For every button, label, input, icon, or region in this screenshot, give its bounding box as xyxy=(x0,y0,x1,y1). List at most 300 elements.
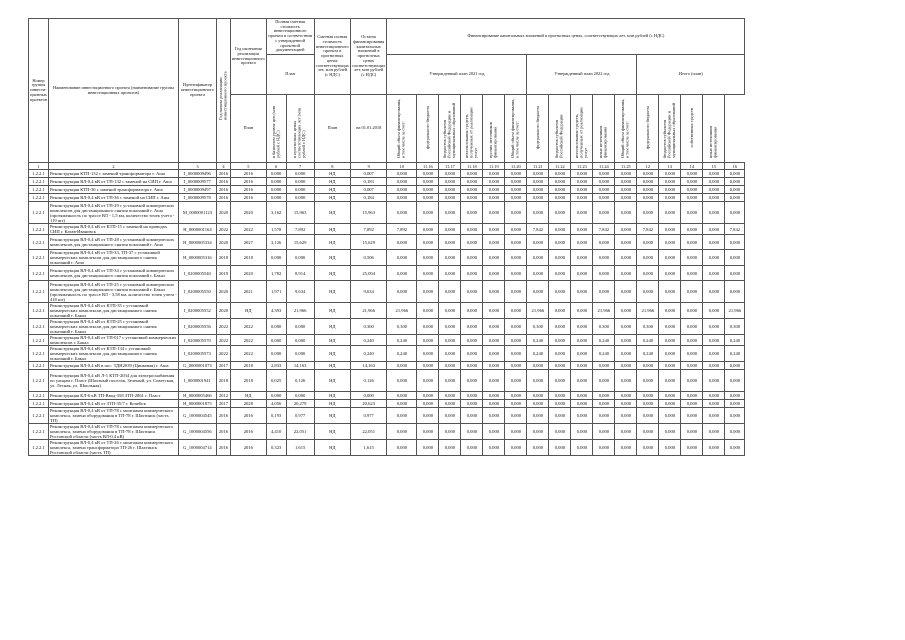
hdr-remaining-financing: Остаток финансирования капитальных вложений в прогнозных ценах соответствующих лет, млн рублей (с НДС) xyxy=(351,19,387,95)
cell-name: Реконструкция ВЛ-0,4 кВ от ТП-78 с монтажом коммерческого комплекса, замена оборудования в ТП-78 г. Шахтинск Ростовской области (часть ВЛ-0,4 кВ) xyxy=(48,424,178,440)
hdr-sub-other-c: иных источников финансирования xyxy=(703,95,725,163)
cell-c8: НД xyxy=(314,235,350,250)
cell-financing-value: 0,000 xyxy=(549,370,571,392)
cell-financing-value: 0,000 xyxy=(483,440,505,456)
cell-financing-value: 21,966 xyxy=(725,303,745,319)
cell-c7: 0,977 xyxy=(286,408,314,424)
hdr-financing-title: Финансирование капитальных вложений в прогнозных ценах, соответствующих лет, млн рублей (с НДС) xyxy=(387,19,745,55)
cell-financing-value: 0,000 xyxy=(571,235,593,250)
cell-c9: 0,240 xyxy=(351,346,387,362)
table-row xyxy=(29,335,745,346)
cell-financing-value: 0,000 xyxy=(703,266,725,281)
cell-financing-value: 0,000 xyxy=(703,224,725,235)
cell-financing-value: 0,000 xyxy=(505,202,527,224)
cell-financing-value: 0,000 xyxy=(681,400,703,408)
cell-financing-value: 0,000 xyxy=(571,424,593,440)
cell-financing-value: 0,000 xyxy=(681,170,703,178)
cell-financing-value: 0,000 xyxy=(461,408,483,424)
cell-financing-value: 0,000 xyxy=(615,440,637,456)
cell-financing-value: 0,000 xyxy=(461,186,483,194)
cell-financing-value: 0,000 xyxy=(505,303,527,319)
cell-financing-value: 0,300 xyxy=(725,319,745,335)
cell-financing-value: 0,000 xyxy=(527,281,549,303)
cell-name: Реконструкция ВЛ-0,4 кВ от ТП-34 с установкой коммерческих комплексов для дистанционного снятия показаний г. Бакал xyxy=(48,266,178,281)
table-row xyxy=(29,250,745,266)
hdr-end-year: Год окончания реализации инвестиционного проекта xyxy=(230,19,266,95)
cell-financing-value: 0,000 xyxy=(549,303,571,319)
cell-financing-value: 0,000 xyxy=(549,224,571,235)
cell-financing-value: 0,000 xyxy=(549,346,571,362)
cell-c7: 0,000 xyxy=(286,250,314,266)
cell-c6: 4,410 xyxy=(266,424,286,440)
cell-c7: 0,000 xyxy=(286,186,314,194)
cell-financing-value: 7,842 xyxy=(637,224,659,235)
column-number: 14 xyxy=(681,163,703,170)
column-numbers xyxy=(29,163,745,170)
cell-financing-value: 0,000 xyxy=(593,400,615,408)
cell-financing-value: 0,000 xyxy=(725,362,745,370)
cell-y1: 2017 xyxy=(216,400,230,408)
cell-financing-value: 0,000 xyxy=(725,266,745,281)
cell-c7: 9,634 xyxy=(286,281,314,303)
cell-financing-value: 0,000 xyxy=(637,202,659,224)
cell-c8: НД xyxy=(314,440,350,456)
cell-c10: 0,240 xyxy=(387,335,417,346)
cell-c7: 14,163 xyxy=(286,362,314,370)
cell-financing-value: 0,000 xyxy=(439,186,461,194)
cell-num: 1.2.2.1 xyxy=(29,170,49,178)
hdr-sub-other-b: иных источников финансирования xyxy=(593,95,615,163)
cell-financing-value: 0,000 xyxy=(725,194,745,202)
hdr-project-id: Идентификатор инвестиционного проекта xyxy=(178,19,216,163)
cell-financing-value: 0,000 xyxy=(483,400,505,408)
cell-financing-value: 0,000 xyxy=(681,224,703,235)
cell-financing-value: 0,000 xyxy=(439,250,461,266)
cell-c6: 0,000 xyxy=(266,178,286,186)
hdr-plan-2022: Утвержденный план 2022 год xyxy=(527,55,637,95)
cell-c9: 0,007 xyxy=(351,186,387,194)
cell-financing-value: 0,000 xyxy=(725,392,745,400)
cell-financing-value: 0,000 xyxy=(725,400,745,408)
column-number: 13 xyxy=(659,163,681,170)
cell-financing-value: 0,000 xyxy=(549,400,571,408)
cell-financing-value: 0,000 xyxy=(461,235,483,250)
cell-c6: 0,000 xyxy=(266,186,286,194)
cell-financing-value: 0,000 xyxy=(461,303,483,319)
cell-y2: НД xyxy=(230,303,266,319)
cell-financing-value: 0,000 xyxy=(703,235,725,250)
cell-financing-value: 0,000 xyxy=(659,440,681,456)
table-row xyxy=(29,303,745,319)
cell-c10: 0,000 xyxy=(387,186,417,194)
cell-c9: 22,051 xyxy=(351,424,387,440)
cell-financing-value: 0,000 xyxy=(703,370,725,392)
cell-financing-value: 0,000 xyxy=(417,370,439,392)
cell-financing-value: 0,000 xyxy=(527,392,549,400)
cell-c8: НД xyxy=(314,400,350,408)
cell-financing-value: 0,000 xyxy=(681,408,703,424)
cell-financing-value: 0,000 xyxy=(505,178,527,186)
cell-c8: НД xyxy=(314,281,350,303)
cell-y2: 2016 xyxy=(230,440,266,456)
cell-financing-value: 0,000 xyxy=(461,178,483,186)
cell-financing-value: 0,000 xyxy=(439,392,461,400)
cell-num: 1.2.2.1 xyxy=(29,400,49,408)
cell-c10: 0,000 xyxy=(387,370,417,392)
cell-financing-value: 0,000 xyxy=(659,362,681,370)
cell-financing-value: 21,966 xyxy=(527,303,549,319)
table-row xyxy=(29,370,745,392)
cell-financing-value: 0,000 xyxy=(681,202,703,224)
cell-financing-value: 0,240 xyxy=(725,346,745,362)
cell-financing-value: 0,000 xyxy=(681,346,703,362)
cell-y1: 2018 xyxy=(216,370,230,392)
cell-c7: 0,126 xyxy=(286,370,314,392)
column-number: 11.19 xyxy=(483,163,505,170)
hdr-base-prices: в базисном уровне цен (млн рублей с НДС) xyxy=(266,95,286,163)
cell-financing-value: 0,000 xyxy=(703,440,725,456)
cell-y2: 2016 xyxy=(230,408,266,424)
cell-financing-value: 0,000 xyxy=(703,408,725,424)
cell-y2: 2021 xyxy=(230,281,266,303)
cell-financing-value: 0,000 xyxy=(461,319,483,335)
cell-c10: 0,000 xyxy=(387,400,417,408)
cell-name: Реконструкция КТП-132 с заменой трансформатора г. Аша xyxy=(48,170,178,178)
cell-financing-value: 0,000 xyxy=(593,186,615,194)
cell-c7: 22,051 xyxy=(286,424,314,440)
cell-financing-value: 0,000 xyxy=(725,281,745,303)
cell-financing-value: 0,000 xyxy=(549,250,571,266)
cell-financing-value: 0,000 xyxy=(725,250,745,266)
cell-c7: 0,000 xyxy=(286,170,314,178)
cell-y2: 2018 xyxy=(230,370,266,392)
table-row xyxy=(29,235,745,250)
cell-financing-value: 0,000 xyxy=(417,250,439,266)
hdr-sub-own-c: собственных средств xyxy=(681,95,703,163)
cell-financing-value: 0,000 xyxy=(593,235,615,250)
cell-c10: 0,000 xyxy=(387,202,417,224)
cell-financing-value: 0,000 xyxy=(615,186,637,194)
cell-financing-value: 0,000 xyxy=(725,186,745,194)
cell-financing-value: 0,000 xyxy=(483,250,505,266)
hdr-plan-label: План xyxy=(230,95,266,163)
cell-y2: 2020 xyxy=(230,202,266,224)
cell-financing-value: 0,000 xyxy=(417,440,439,456)
cell-financing-value: 21,966 xyxy=(593,303,615,319)
hdr-plan-sub: План xyxy=(266,55,314,95)
cell-financing-value: 0,000 xyxy=(417,408,439,424)
cell-financing-value: 0,000 xyxy=(439,346,461,362)
cell-c7: 7,892 xyxy=(286,224,314,235)
hdr-forecast-prices: в прогнозных ценах соответствующих лет (млн рублей с НДС) xyxy=(286,95,314,163)
cell-num: 1.2.2.1 xyxy=(29,250,49,266)
cell-financing-value: 0,000 xyxy=(417,202,439,224)
cell-financing-value: 0,240 xyxy=(725,335,745,346)
cell-financing-value: 0,000 xyxy=(417,392,439,400)
cell-financing-value: 0,000 xyxy=(637,186,659,194)
cell-id: Н_0000005316 xyxy=(178,250,216,266)
cell-c8: НД xyxy=(314,266,350,281)
cell-financing-value: 0,000 xyxy=(615,202,637,224)
cell-c8: НД xyxy=(314,250,350,266)
table-body xyxy=(29,170,745,456)
cell-c10: 0,000 xyxy=(387,194,417,202)
cell-financing-value: 0,000 xyxy=(703,335,725,346)
cell-c9: 15,629 xyxy=(351,235,387,250)
cell-financing-value: 0,000 xyxy=(439,194,461,202)
cell-financing-value: 0,000 xyxy=(549,408,571,424)
cell-c10: 0,000 xyxy=(387,281,417,303)
cell-financing-value: 0,000 xyxy=(659,186,681,194)
cell-financing-value: 0,000 xyxy=(703,202,725,224)
cell-name: Реконструкция ВЛ-0,4 кВ от ТП-29 с установкой коммерческих комплексов для дистанционного снятия показаний г. Аша (протяженность по трассе ВЛ - 1,5 км, количество точек учета - 119 шт) xyxy=(48,202,178,224)
cell-financing-value: 0,000 xyxy=(615,303,637,319)
cell-financing-value: 0,000 xyxy=(549,186,571,194)
cell-c10: 0,000 xyxy=(387,235,417,250)
cell-financing-value: 0,000 xyxy=(593,266,615,281)
cell-financing-value: 0,000 xyxy=(439,408,461,424)
cell-c8: НД xyxy=(314,370,350,392)
cell-financing-value: 0,000 xyxy=(637,408,659,424)
cell-y2: 2020 xyxy=(230,266,266,281)
hdr-sub-fed-b: федерального бюджета xyxy=(527,95,549,163)
cell-y1: 2020 xyxy=(216,202,230,224)
cell-financing-value: 0,000 xyxy=(549,170,571,178)
cell-y1: 2020 xyxy=(216,281,230,303)
cell-y1: 2018 xyxy=(216,250,230,266)
cell-num: 1.2.2.1 xyxy=(29,224,49,235)
cell-c6: 0,000 xyxy=(266,335,286,346)
cell-y2: 2016 xyxy=(230,194,266,202)
cell-financing-value: 0,000 xyxy=(703,392,725,400)
cell-id: Н_0000001164 xyxy=(178,224,216,235)
hdr-sub-fed-a: федерального бюджета xyxy=(417,95,439,163)
table-row xyxy=(29,178,745,186)
cell-financing-value: 0,000 xyxy=(461,400,483,408)
cell-financing-value: 0,000 xyxy=(483,281,505,303)
cell-c9: 14,163 xyxy=(351,362,387,370)
cell-name: Реконструкция ВЛ-0,4 кВ от ТП-25 с установкой коммерческих комплексов для дистанционного снятия показаний г. Бакал (протяженность по трассе ВЛ - 3,58 км, количество точек учета - 418 шт) xyxy=(49,281,177,302)
cell-financing-value: 0,000 xyxy=(439,370,461,392)
cell-c7: 0,000 xyxy=(286,178,314,186)
cell-financing-value: 0,000 xyxy=(681,266,703,281)
cell-c8: НД xyxy=(314,303,350,319)
cell-financing-value: 0,000 xyxy=(659,303,681,319)
cell-id: G_1000004545 xyxy=(178,408,216,424)
cell-id: Н_0000005334 xyxy=(178,235,216,250)
cell-financing-value: 0,000 xyxy=(483,170,505,178)
cell-id: Н_0000005466 xyxy=(178,392,216,400)
cell-c9: 0,000 xyxy=(351,392,387,400)
cell-c10: 21,966 xyxy=(387,303,417,319)
cell-financing-value: 0,000 xyxy=(615,235,637,250)
column-number: 11.17 xyxy=(439,163,461,170)
cell-c6: 3,126 xyxy=(266,235,286,250)
cell-financing-value: 0,000 xyxy=(659,392,681,400)
cell-num: 1.2.2.1 xyxy=(29,202,49,224)
cell-financing-value: 0,000 xyxy=(703,186,725,194)
cell-financing-value: 0,000 xyxy=(615,178,637,186)
table-row xyxy=(29,186,745,194)
cell-y2: 2028 xyxy=(230,400,266,408)
cell-financing-value: 0,000 xyxy=(483,370,505,392)
hdr-sub-reg-b: бюджетов субъектов Российской Федерации xyxy=(549,95,571,163)
cell-financing-value: 0,000 xyxy=(527,370,549,392)
cell-financing-value: 0,000 xyxy=(483,186,505,194)
cell-c10: 0,000 xyxy=(387,266,417,281)
hdr-sub-own-a: использования средств, полученных от реализации услуг xyxy=(461,95,483,163)
cell-c6: 1,782 xyxy=(266,266,286,281)
cell-id: I_0200005540 xyxy=(178,266,216,281)
cell-financing-value: 0,000 xyxy=(593,392,615,400)
cell-c6: 0,000 xyxy=(266,194,286,202)
cell-financing-value: 0,000 xyxy=(637,440,659,456)
cell-c9: 9,634 xyxy=(351,281,387,303)
cell-c7: 0,000 xyxy=(286,319,314,335)
hdr-date-2018: на 01.01.2018 xyxy=(351,95,387,163)
column-number: 7 xyxy=(286,163,314,170)
cell-y1: 2016 xyxy=(216,178,230,186)
cell-c10: 0,300 xyxy=(387,319,417,335)
cell-financing-value: 0,000 xyxy=(461,250,483,266)
cell-financing-value: 21,966 xyxy=(637,303,659,319)
cell-financing-value: 0,000 xyxy=(681,392,703,400)
cell-financing-value: 0,000 xyxy=(483,408,505,424)
table-row xyxy=(29,440,745,456)
cell-num: 1.2.2.1 xyxy=(29,235,49,250)
cell-y2: НД xyxy=(230,392,266,400)
cell-financing-value: 0,000 xyxy=(659,194,681,202)
cell-name: Реконструкция ВЛ-0,4 кВ от ТП-28 с установкой коммерческих комплексов для дистанционного снятия показаний г. Аша xyxy=(48,235,178,250)
cell-num: 1.2.2.1 xyxy=(29,303,49,319)
cell-financing-value: 0,000 xyxy=(505,346,527,362)
column-number: 6 xyxy=(266,163,286,170)
cell-y2: 2022 xyxy=(230,346,266,362)
cell-financing-value: 0,000 xyxy=(703,281,725,303)
cell-financing-value: 0,000 xyxy=(461,281,483,303)
cell-id: I_0200005550 xyxy=(178,281,216,303)
cell-financing-value: 0,000 xyxy=(571,335,593,346)
cell-c8: НД xyxy=(314,178,350,186)
cell-y1: 2017 xyxy=(216,362,230,370)
cell-financing-value: 0,000 xyxy=(417,194,439,202)
cell-c8: НД xyxy=(314,392,350,400)
cell-y2: 2022 xyxy=(230,224,266,235)
cell-financing-value: 0,000 xyxy=(615,335,637,346)
cell-c10: 0,000 xyxy=(387,362,417,370)
cell-c8: НД xyxy=(314,362,350,370)
cell-financing-value: 0,000 xyxy=(439,281,461,303)
cell-financing-value: 0,000 xyxy=(527,362,549,370)
cell-financing-value: 0,000 xyxy=(549,266,571,281)
cell-name: Реконструкция ВЛ-0,4 кВ от ТП-132 с заменой на СИП г. Аша xyxy=(48,178,178,186)
cell-financing-value: 0,000 xyxy=(483,303,505,319)
cell-id: G_0000001073 xyxy=(178,362,216,370)
cell-financing-value: 0,000 xyxy=(571,319,593,335)
hdr-plan-label-2: План xyxy=(314,95,350,163)
cell-num: 1.2.2.1 xyxy=(29,362,49,370)
cell-financing-value: 0,300 xyxy=(637,319,659,335)
cell-financing-value: 0,000 xyxy=(571,281,593,303)
cell-financing-value: 0,000 xyxy=(681,186,703,194)
cell-financing-value: 0,000 xyxy=(681,319,703,335)
cell-c6: 0,000 xyxy=(266,170,286,178)
cell-y1: 2022 xyxy=(216,346,230,362)
cell-name: Реконструкция ВЛ-0,4 кВ в пос. ТДН2039 (Цинковая) г. Аша xyxy=(48,362,178,370)
cell-y1: 2022 xyxy=(216,224,230,235)
cell-financing-value: 0,000 xyxy=(593,170,615,178)
cell-y1: 2016 xyxy=(216,424,230,440)
cell-financing-value: 0,000 xyxy=(659,178,681,186)
cell-financing-value: 0,000 xyxy=(593,202,615,224)
cell-c9: 25,094 xyxy=(351,266,387,281)
cell-financing-value: 0,000 xyxy=(637,400,659,408)
cell-financing-value: 0,000 xyxy=(461,335,483,346)
cell-financing-value: 0,000 xyxy=(571,170,593,178)
cell-name: Реконструкция ВЛ-0,4 кВ от ТП-78 с монтажом коммерческого комплекса, замена оборудования в ТП-78 г. Шахтинск (часть ТП) xyxy=(48,408,178,424)
cell-financing-value: 0,000 xyxy=(571,400,593,408)
cell-y2: 2018 xyxy=(230,362,266,370)
cell-c7: 0,000 xyxy=(286,346,314,362)
cell-c7: 20,279 xyxy=(286,400,314,408)
cell-financing-value: 0,000 xyxy=(703,250,725,266)
column-number: 12 xyxy=(637,163,659,170)
cell-financing-value: 0,000 xyxy=(505,194,527,202)
cell-y1: 2022 xyxy=(216,319,230,335)
cell-financing-value: 0,000 xyxy=(681,362,703,370)
table-row xyxy=(29,408,745,424)
cell-c7: 8,914 xyxy=(286,266,314,281)
table-row xyxy=(29,424,745,440)
cell-financing-value: 0,000 xyxy=(483,266,505,281)
cell-financing-value: 0,000 xyxy=(439,319,461,335)
cell-name: Реконструкция ВЛ-0,4 кВ от КТП-134 с установкой коммерческих комплексов для дистанционного снятия показаний г. Бакал xyxy=(48,346,178,362)
cell-c6: 0,025 xyxy=(266,370,286,392)
cell-financing-value: 0,000 xyxy=(417,224,439,235)
cell-financing-value: 0,000 xyxy=(615,170,637,178)
cell-y2: 2016 xyxy=(230,178,266,186)
cell-financing-value: 0,000 xyxy=(681,440,703,456)
cell-c6: 1,578 xyxy=(266,224,286,235)
cell-financing-value: 0,000 xyxy=(461,362,483,370)
cell-financing-value: 0,000 xyxy=(571,194,593,202)
cell-financing-value: 0,000 xyxy=(681,178,703,186)
column-number: 9 xyxy=(351,163,387,170)
cell-c8: НД xyxy=(314,170,350,178)
cell-financing-value: 0,000 xyxy=(615,346,637,362)
cell-num: 1.2.2.1 xyxy=(29,178,49,186)
cell-financing-value: 0,000 xyxy=(461,194,483,202)
cell-financing-value: 0,000 xyxy=(571,178,593,186)
table-row xyxy=(29,170,745,178)
cell-name: Реконструкция ВЛ-0,4 кВ Л-1 КТП-2034 для электроснабжения по улицам г. Пласт (Шахтный поселок, Зеленый, ул. Советская, ул. Лесная, ул. Школьная) xyxy=(48,370,178,392)
cell-financing-value: 0,000 xyxy=(681,194,703,202)
cell-name: Реконструкция ВЛ-0,4 кВ от ТП-36 с заменой на СИП г. Аша xyxy=(48,194,178,202)
cell-financing-value: 0,000 xyxy=(615,392,637,400)
cell-financing-value: 0,000 xyxy=(549,178,571,186)
cell-financing-value: 0,000 xyxy=(483,392,505,400)
cell-financing-value: 0,000 xyxy=(549,235,571,250)
column-number: 15 xyxy=(703,163,725,170)
cell-financing-value: 0,000 xyxy=(461,266,483,281)
hdr-plan-2021: Утвержденный план 2021 год xyxy=(387,55,527,95)
cell-id: М_0000001123 xyxy=(178,202,216,224)
cell-num: 1.2.2.1 xyxy=(29,408,49,424)
table-row xyxy=(29,194,745,202)
cell-financing-value: 0,000 xyxy=(637,370,659,392)
cell-y2: 2016 xyxy=(230,170,266,178)
cell-financing-value: 0,000 xyxy=(571,440,593,456)
